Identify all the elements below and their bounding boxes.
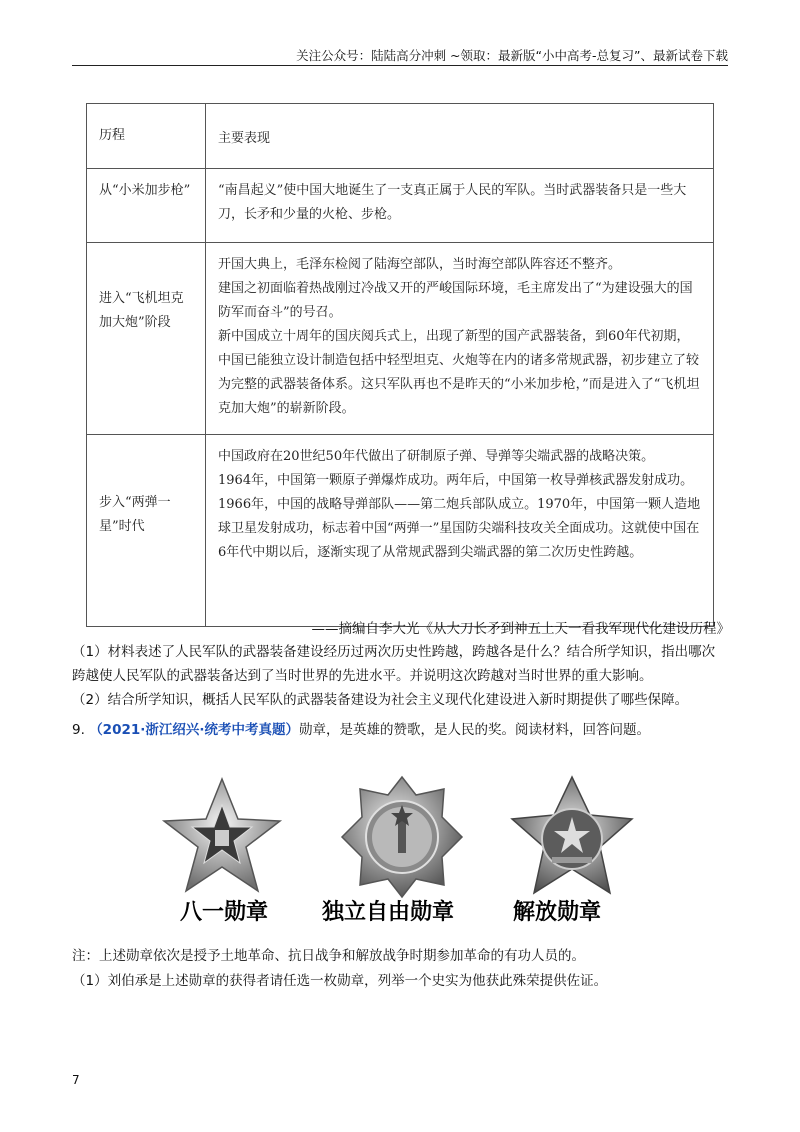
content-paragraph: 建国之初面临着热战刚过冷战又开的严峻国际环境，毛主席发出了“为建设强大的国防军而奋斗”的号召。	[218, 281, 693, 320]
content-paragraph: “南昌起义”使中国大地诞生了一支真正属于人民的军队。当时武器装备只是一些大刀，长矛和少量的火枪、步枪。	[218, 183, 687, 222]
question-1: （1）材料表述了人民军队的武器装备建设经历过两次历史性跨越，跨越各是什么？结合所学知识，指出哪次跨越使人民军队的武器装备达到了当时世界的先进水平。并说明这次跨越对当时世界的重大影响。	[72, 644, 716, 684]
medal-label: 解放勋章	[513, 900, 602, 925]
note-text: 注：上述勋章依次是授予土地革命、抗日战争和解放战争时期参加革命的有功人员的。	[72, 948, 585, 964]
col-header-stage: 历程	[87, 104, 206, 169]
table-row	[87, 435, 714, 627]
star-sunburst-medal-icon	[510, 775, 634, 899]
question-2: （2）结合所学知识，概括人民军队的武器装备建设为社会主义现代化建设进入新时期提供了哪些保障。	[72, 692, 689, 708]
content-paragraph: 开国大典上，毛泽东检阅了陆海空部队，当时海空部队阵容还不整齐。	[218, 257, 622, 272]
table-row	[87, 169, 714, 243]
content-cell	[206, 169, 714, 243]
medal-label: 八一勋章	[180, 900, 269, 925]
content-paragraph: 中国政府在20世纪50年代做出了研制原子弹、导弹等尖端武器的战略决策。	[218, 449, 655, 464]
stage-cell: 步入“两弹一星”时代	[87, 435, 206, 627]
stage-cell: 进入“飞机坦克加大炮”阶段	[87, 243, 206, 435]
sub-question: （1）刘伯承是上述勋章的获得者请任选一枚勋章，列举一个史实为他获此殊荣提供佐证。	[72, 973, 608, 989]
note-section	[72, 944, 728, 994]
page-number: 7	[72, 1073, 80, 1087]
question-text: 勋章，是英雄的赞歌，是人民的奖。阅读材料，回答问题。	[299, 722, 651, 738]
star-medal-icon	[160, 775, 284, 899]
question-9	[72, 718, 728, 738]
col-header-content: 主要表现	[206, 104, 714, 169]
source-citation: ——摘编自李大光《从大刀长矛到神五上天一看我军现代化建设历程》	[311, 621, 730, 637]
stage-cell: 从“小米加步枪”	[87, 169, 206, 243]
question-list	[72, 640, 728, 712]
content-cell	[206, 243, 714, 435]
medal-label: 独立自由勋章	[322, 900, 455, 925]
content-paragraph: 1964年，中国第一颗原子弹爆炸成功。两年后，中国第一枚导弹核武器发射成功。1966年，中国的战略导弹部队——第二炮兵部队成立。1970年，中国第一颗人造地球卫星发射成功，标志着中国“两弹一”星国防尖端科技攻关全面成功。这就使中国在6年代中期以后，逐渐实现了从常规武器到尖端武器的第二次历史性跨越。	[218, 473, 701, 560]
page-header: 关注公众号：陆陆高分冲刺 ~领取：最新版“小中高考-总复习”、最新试卷下载	[296, 48, 728, 63]
content-paragraph: 新中国成立十周年的国庆阅兵式上，出现了新型的国产武器装备，到60年代初期，中国已能独立设计制造包括中轻型坦克、火炮等在内的诸多常规武器，初步建立了较为完整的武器装备体系。这只军队再也不是昨天的“小米加步枪，”而是进入了“飞机坦克加大炮”的崭新阶段。	[218, 329, 700, 416]
table-header-row	[87, 104, 714, 169]
header-divider	[72, 65, 728, 66]
question-number: 9.	[72, 722, 85, 738]
history-table	[86, 103, 714, 627]
round-medal-icon	[340, 775, 464, 899]
exam-source-tag: （2021·浙江绍兴·统考中考真题）	[89, 722, 300, 738]
content-cell	[206, 435, 714, 627]
table-row	[87, 243, 714, 435]
